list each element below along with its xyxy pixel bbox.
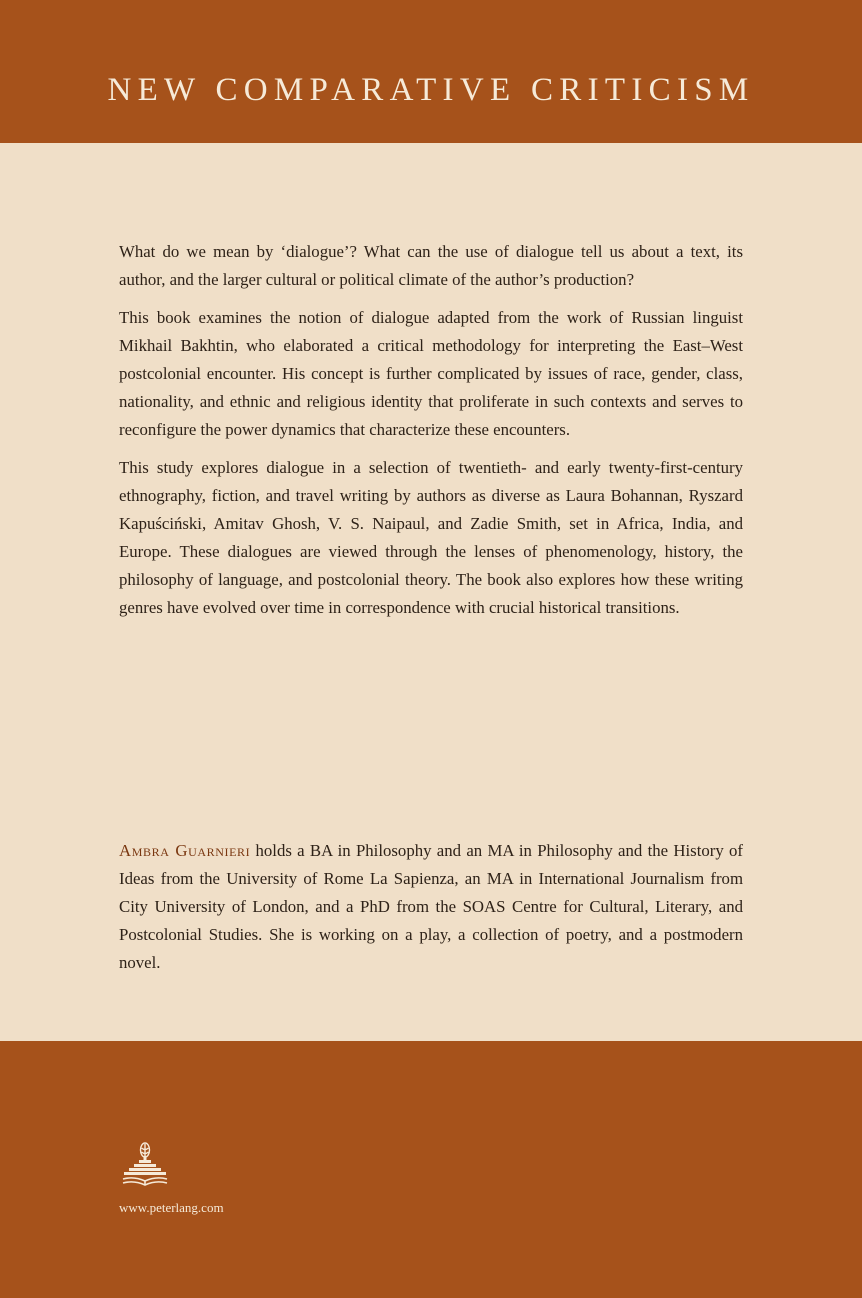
website-link[interactable]: www.peterlang.com [119,1200,224,1215]
blurb-paragraph-1: What do we mean by ‘dialogue’? What can the use of dialogue tell us about a text, its author, and the larger cultural or political climate of the author’s production? [119,242,743,289]
blurb-paragraph-2: This book examines the notion of dialogue adapted from the work of Russian linguist Mikhail Bakhtin, who elaborated a critical methodology for interpreting the East–West postcolonial encounter. His concept is further complicated by issues of race, gender, class, nationality, and ethnic and religious identity that proliferate in such contexts and serves to reconfigure the power dynamics that characterize these encounters. [119,308,743,439]
blurb [119,238,743,632]
blurb-paragraph-3: This study explores dialogue in a selection of twentieth- and early twenty-first-century ethnography, fiction, and travel writing by authors as diverse as Laura Bohannan, Ryszard Kapuściński, Amitav Ghosh, V. S. Naipaul, and Zadie Smith, set in Africa, India, and Europe. These dialogues are viewed through the lenses of phenomenology, history, the philosophy of language, and postcolonial theory. The book also explores how these writing genres have evolved over time in correspondence with crucial historical transitions. [119,458,743,617]
author-name: Ambra Guarnieri [119,841,251,860]
author-bio-paragraph [119,837,743,977]
series-title: NEW COMPARATIVE CRITICISM [107,72,755,108]
author-bio [119,837,743,977]
peter-lang-logo-icon [119,1140,171,1190]
author-bio-text: holds a BA in Philosophy and an MA in Philosophy and the History of Ideas from the University of Rome La Sapienza, an MA in International Journalism from City University of London, and a PhD from the SOAS Centre for Cultural, Literary, and Postcolonial Studies. She is working on a play, a collection of poetry, and a postmodern novel. [119,841,744,972]
top-band [0,0,862,143]
